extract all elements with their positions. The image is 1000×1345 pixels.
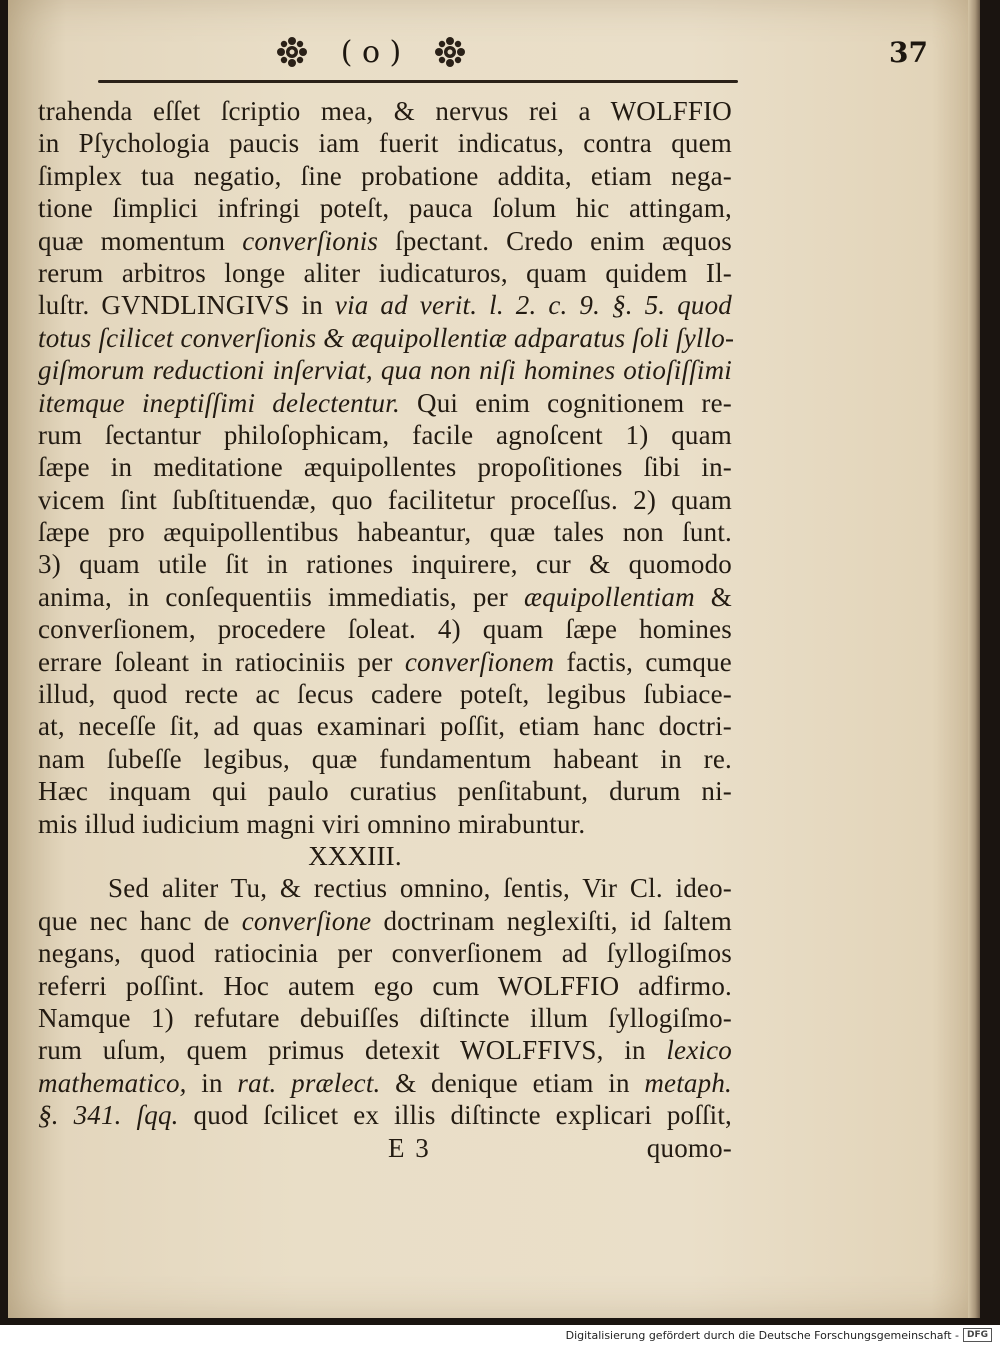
italic-citation: lexico [666, 1035, 732, 1066]
text-line: mathematico, in rat. prælect. & denique etiam in metaph. [38, 1067, 732, 1098]
text-line-italic: totus ſcilicet converſionis & æquipollentiæ adparatus ſoli ſyllo- [38, 322, 735, 353]
text-line: luſtr. GVNDLINGIVS in via ad verit. l. 2. c. 9. §. 5. quod [38, 290, 733, 321]
text-line: rum ſectantur philoſophicam, facile agnoſcent 1) quam [38, 419, 732, 450]
credit-text: Digitalisierung gefördert durch die Deutsche Forschungsgemeinschaft - [565, 1328, 959, 1342]
fleuron-left-icon [276, 36, 308, 68]
text-line: ſæpe pro æquipollentibus habeantur, quæ tales non ſunt. [38, 517, 732, 548]
fleuron-right-icon [434, 36, 466, 68]
page-header [8, 32, 980, 82]
text-line: errare ſoleant in ratiociniis per converſionem factis, cumque [38, 646, 732, 677]
text-line-italic: giſmorum reductioni inſerviat, qua non niſi homines otioſiſſimi [38, 355, 732, 386]
text-line: tione ſimplici infringi poteſt, pauca ſolum hic attingam, [38, 193, 732, 224]
text-line: in Pſychologia paucis iam fuerit indicatus, contra quem [38, 128, 732, 159]
text-line: que nec hanc de converſione doctrinam neglexiſti, id ſaltem [38, 905, 732, 936]
text-line: rerum arbitros longe aliter iudicaturos, quam quidem Il- [38, 257, 732, 288]
page-number: 37 [889, 36, 928, 69]
page-edge [968, 0, 980, 1318]
text-line: rum uſum, quem primus detexit WOLFFIVS, in lexico [38, 1035, 732, 1066]
italic-term: converſionem [404, 646, 555, 677]
text-line: at, neceſſe ſit, ad quas examinari poſſit, etiam hanc doctri- [38, 711, 732, 742]
text-line: §. 341. ſqq. quod ſcilicet ex illis diſtincte explicari poſſit, [38, 1100, 732, 1131]
text-line: vicem ſint ſubſtituendæ, quo facilitetur proceſſus. 2) quam [38, 484, 732, 515]
body-text [38, 95, 735, 1166]
text-line: Namque 1) refutare debuiſſes diſtincte illum ſyllogiſmo- [38, 1002, 732, 1033]
text-line: trahenda eſſet ſcriptio mea, & nervus rei a WOLFFIO [38, 96, 732, 126]
italic-citation: §. 341. ſqq. [38, 1100, 179, 1131]
page-footer [38, 1132, 732, 1166]
text-line: quæ momentum converſionis ſpectant. Credo enim æquos [38, 225, 732, 256]
catchword: quomo- [646, 1132, 732, 1163]
digitization-credit [566, 1328, 992, 1342]
text-line: 3) quam utile ſit in rationes inquirere, cur & quomodo [38, 549, 732, 580]
text-line: ſæpe in meditatione æquipollentes propoſitiones ſibi in- [38, 452, 732, 483]
text-line: mis illud iudicium magni viri omnino mirabuntur. [38, 808, 586, 839]
text-line: Hæc inquam qui paulo curatius penſitabunt, durum ni- [38, 776, 732, 807]
book-page [8, 0, 980, 1318]
header-rule [98, 80, 738, 83]
text-line: referri poſſint. Hoc autem ego cum WOLFFIO adfirmo. [38, 970, 732, 1001]
italic-quote: itemque ineptiſſimi delectentur. [38, 387, 400, 418]
running-head [276, 32, 466, 72]
section-heading: XXXIII. [308, 840, 402, 871]
italic-term: converſionis [242, 225, 379, 256]
text-line: negans, quod ratiocinia per converſionem ad ſyllogiſmos [38, 938, 732, 969]
italic-term: converſione [241, 905, 372, 936]
italic-citation: via ad verit. l. 2. c. 9. §. 5. quod [334, 290, 733, 321]
text-line: converſionem, procedere ſoleat. 4) quam ſæpe homines [38, 614, 732, 645]
text-line: anima, in conſequentiis immediatis, per æquipollentiam & [38, 581, 732, 612]
text-line: Sed aliter Tu, & rectius omnino, ſentis, Vir Cl. ideo- [108, 873, 732, 904]
text-line: nam ſubeſſe legibus, quæ fundamentum habeant in re. [38, 743, 732, 774]
text-line: ſimplex tua negatio, ſine probatione addita, etiam nega- [38, 160, 732, 191]
signature-mark: ( o ) [340, 34, 402, 70]
signature-mark-footer: E 3 [388, 1132, 431, 1163]
text-line: illud, quod recte ac ſecus cadere poteſt, legibus ſubiace- [38, 679, 732, 710]
dfg-logo: DFG [963, 1328, 992, 1342]
text-line: itemque ineptiſſimi delectentur. Qui enim cognitionem re- [38, 387, 732, 418]
italic-term: æquipollentiam [523, 581, 695, 612]
